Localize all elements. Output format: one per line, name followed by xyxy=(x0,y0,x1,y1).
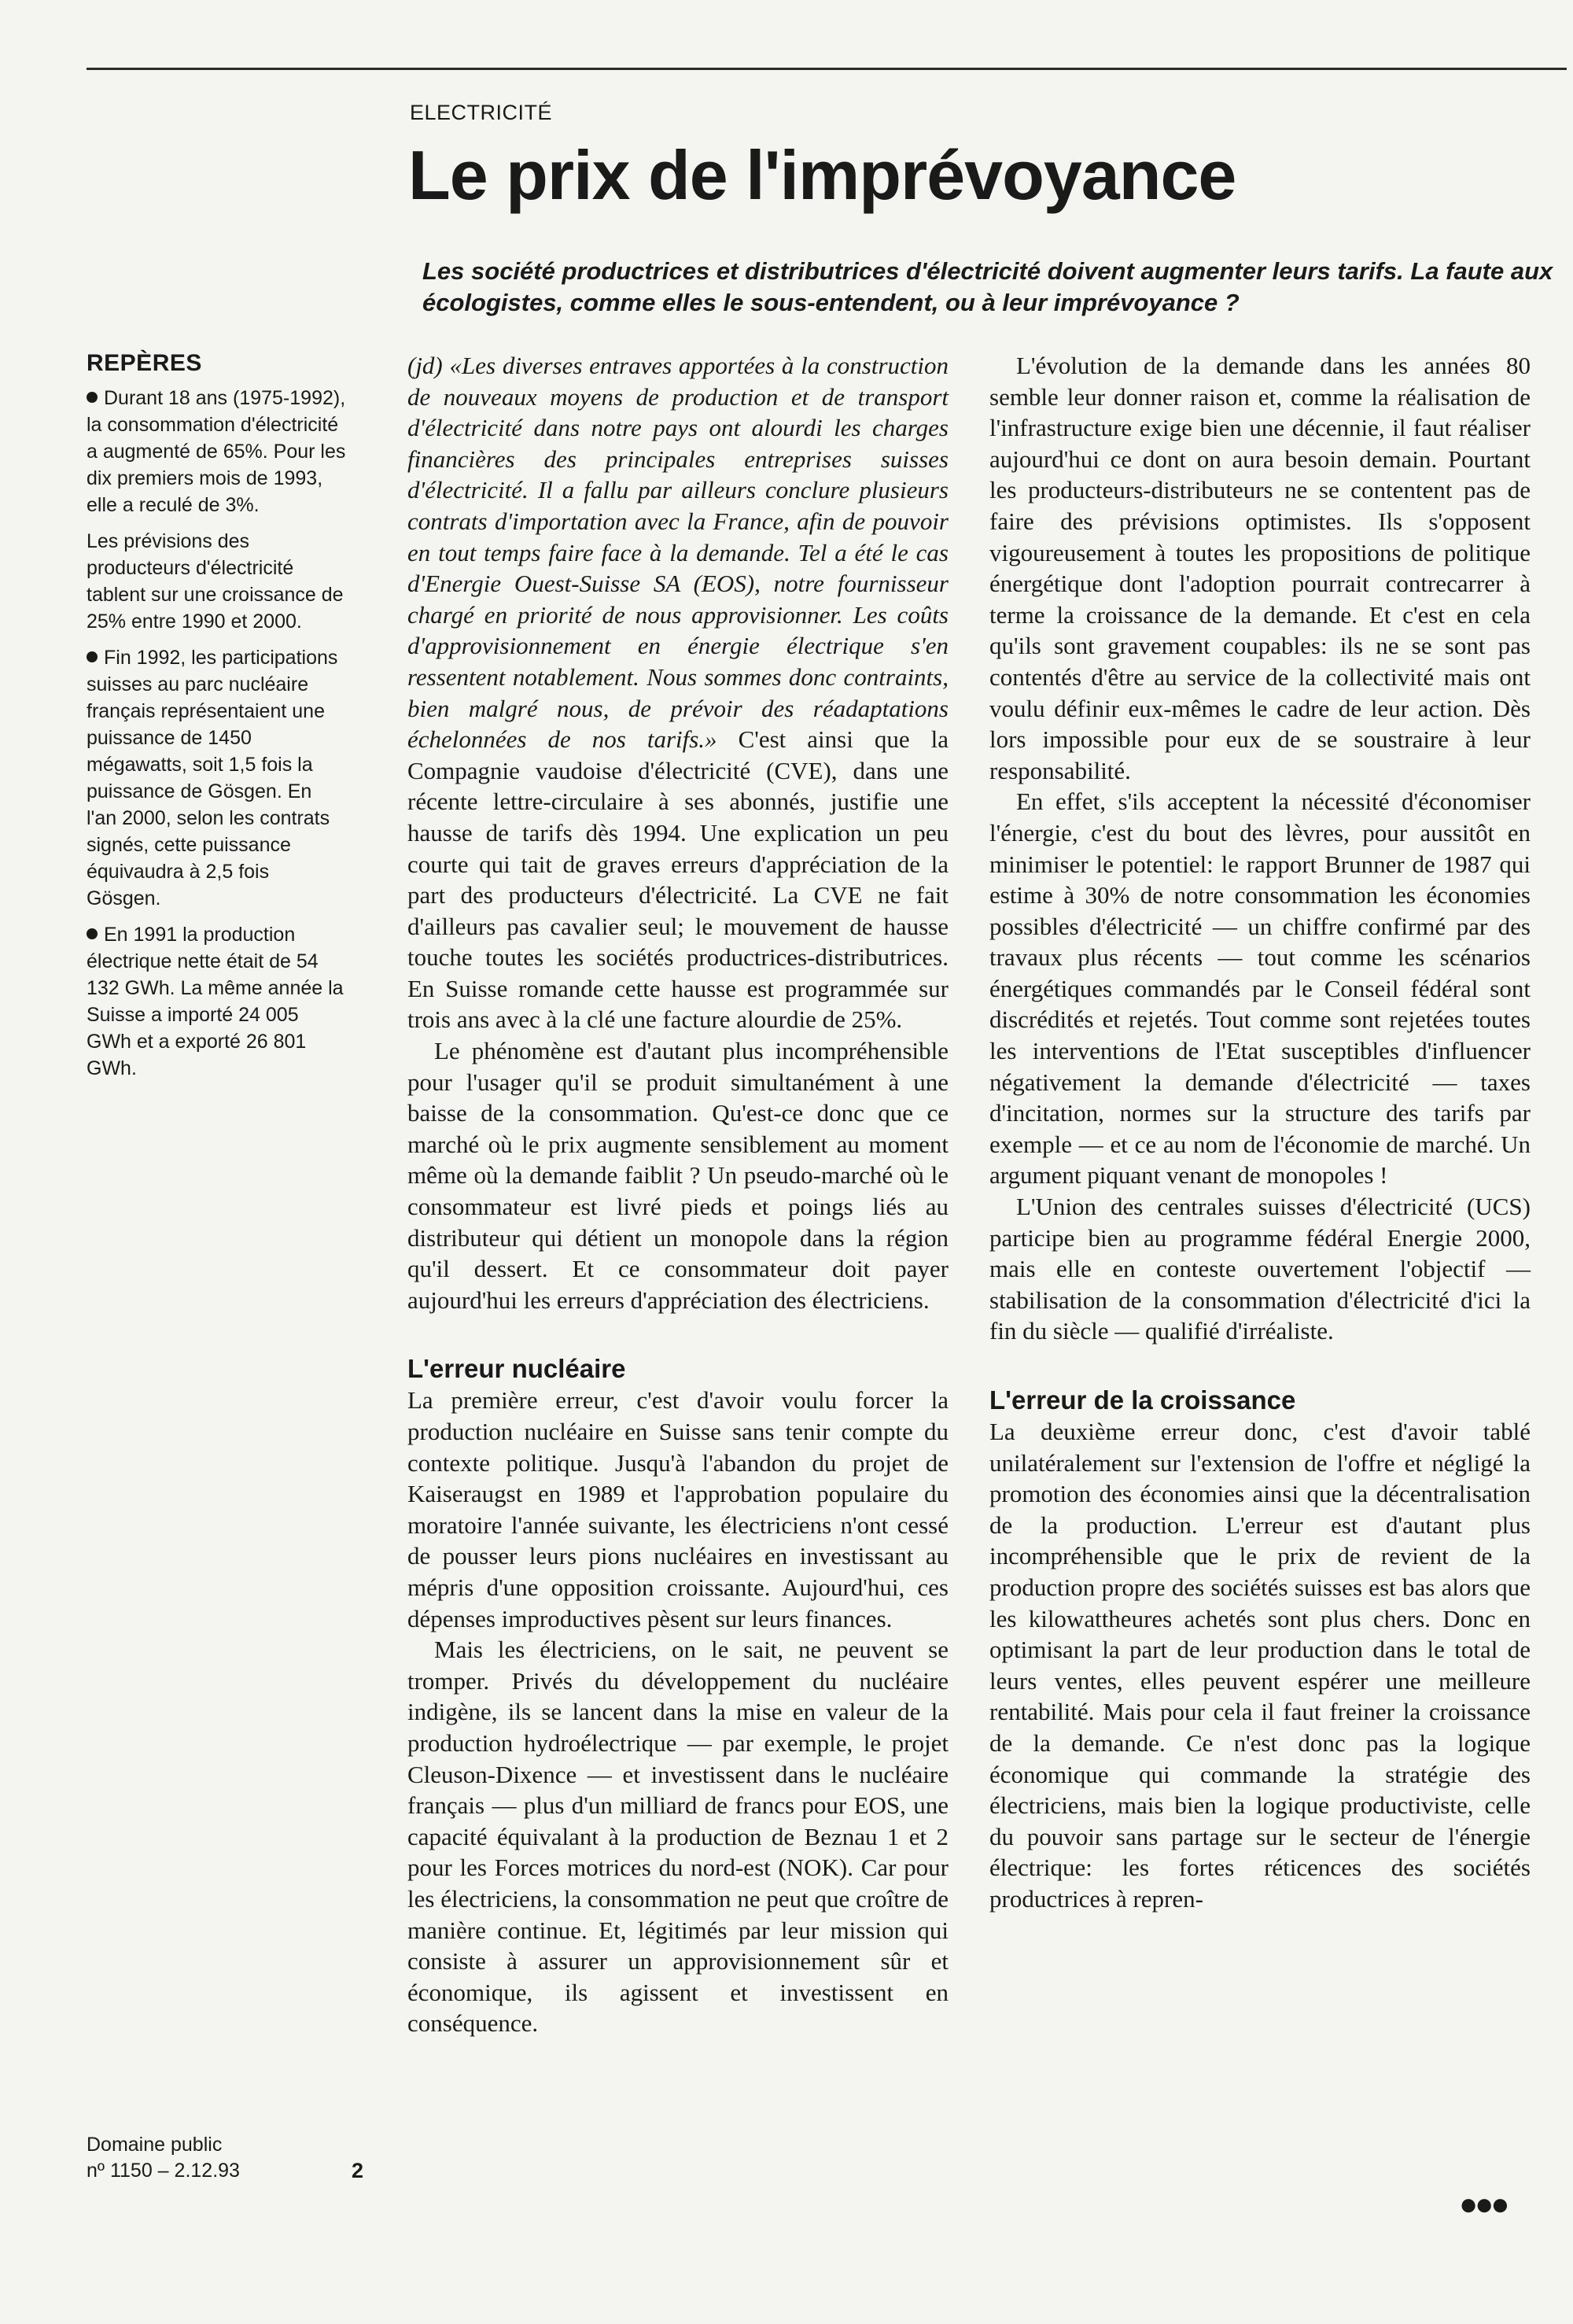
sidebar-item: Fin 1992, les participations suisses au parc nucléaire français représentaient une puissance de 1450 mégawatts, soit 1,5 fois la puissance de Gösgen. En l'an 2000, selon les contrats signés, cette puissance équivaudra à 2,5 fois Gösgen. xyxy=(87,647,338,909)
article-lead: Les société productrices et distributrices d'électricité doivent augmenter leurs tarifs. La faute aux écologistes, comme elles le sous-entendent, ou à leur imprévoyance ? xyxy=(422,257,1553,316)
paragraph: Le phénomène est d'autant plus incompréhensible pour l'usager qu'il se produit simultanément à une baisse de la consommation. Qu'est-ce donc que ce marché où le prix augmente sensiblement au moment même où la demande faiblit ? Un pseudo-marché où le consommateur est livré pieds et poings liés au distributeur qui détient un monopole dans la région qu'il dessert. Et ce consommateur doit payer aujourd'hui les erreurs d'appréciation des électriciens. xyxy=(407,1037,949,1314)
subheading: L'erreur de la croissance xyxy=(989,1385,1296,1415)
sidebar-item: En 1991 la production électrique nette était de 54 132 GWh. La même année la Suisse a importé 24 005 GWh et a exporté 26 801 GWh. xyxy=(87,924,344,1079)
reperes-sidebar xyxy=(87,350,346,1091)
article-column-2 xyxy=(989,350,1531,1915)
bullet-icon xyxy=(87,392,98,403)
article-column-1 xyxy=(407,350,949,2039)
paragraph: La première erreur, c'est d'avoir voulu forcer la production nucléaire en Suisse sans tenir compte du contexte politique. Jusqu'à l'abandon du projet de Kaiseraugst en 1989 et l'approbation populaire du moratoire l'année suivante, les électriciens n'ont cessé de pousser leurs pions nucléaires en investissant au mépris d'une opposition croissante. Aujourd'hui, ces dépenses improductives pèsent sur leurs finances. xyxy=(407,1386,949,1632)
bullet-icon xyxy=(87,651,98,662)
paragraph: L'Union des centrales suisses d'électricité (UCS) participe bien au programme fédéral Energie 2000, mais elle en conteste ouvertement l'objectif — stabilisation de la consommation d'électricité d'ici la fin du siècle — qualifié d'irréaliste. xyxy=(989,1193,1531,1345)
paragraph: L'évolution de la demande dans les années 80 semble leur donner raison et, comme la réalisation de l'infrastructure exige bien une décennie, il faut réaliser aujourd'hui ce dont on aura besoin demain. Pourtant les producteurs-distributeurs ne se contentent pas de faire des prévisions optimistes. Ils s'opposent vigoureusement à toutes les propositions de politique énergétique dont l'adoption pourrait contrecarrer à terme la croissance de la demande. Et c'est en cela qu'ils sont gravement coupables: ils ne se sont pas contentés d'être au service de la collectivité mais ont voulu définir eux-mêmes le cadre de leur action. Dès lors impossible pour eux de se soustraire à leur responsabilité. xyxy=(989,352,1531,784)
article-title: Le prix de l'imprévoyance xyxy=(408,136,1236,214)
issue-number: nº 1150 – 2.12.93 xyxy=(87,2160,240,2182)
top-rule xyxy=(87,68,1567,70)
page-number: 2 xyxy=(352,2159,364,2182)
continued-marker: ●●● xyxy=(1459,2187,1507,2222)
section-kicker: ELECTRICITÉ xyxy=(410,101,553,124)
sidebar-title: REPÈRES xyxy=(87,350,202,376)
paragraph: En effet, s'ils acceptent la nécessité d'économiser l'énergie, c'est du bout des lèvres, pour aussitôt en minimiser le potentiel: le rapport Brunner de 1987 qui estime à 30% de notre consommation les économies possibles d'électricité — un chiffre confirmé par des travaux plus récents — tout comme les scénarios énergétiques commandés par le Conseil fédéral sont discrédités et rejetés. Tout comme sont rejetées toutes les interventions de l'Etat susceptibles d'influencer négativement la demande d'électricité — taxes d'incitation, normes sur la structure des tarifs par exemple — et ce au nom de l'économie de marché. Un argument piquant venant de monopoles ! xyxy=(989,788,1531,1190)
paragraph: Mais les électriciens, on le sait, ne peuvent se tromper. Privés du développement du nucléaire indigène, ils se lancent dans la mise en valeur de la production hydroélectrique — par exemple, le projet Cleuson-Dixence — et investissent dans le nucléaire français — plus d'un milliard de francs pour EOS, une capacité équivalant à la production de Beznau 1 et 2 pour les Forces motrices du nord-est (NOK). Car pour les électriciens, la consommation ne peut que croître de manière continue. Et, légitimés par leur mission qui consiste à assurer un approvisionnement sûr et économique, ils agissent et investissent en conséquence. xyxy=(407,1636,949,2038)
page-footer xyxy=(87,2132,370,2184)
publication-name: Domaine public xyxy=(87,2134,223,2156)
sidebar-item: Les prévisions des producteurs d'électricité tablent sur une croissance de 25% entre 1990 et 2000. xyxy=(87,530,344,633)
sidebar-item: Durant 18 ans (1975-1992), la consommation d'électricité a augmenté de 65%. Pour les dix premiers mois de 1993, elle a reculé de 3%. xyxy=(87,387,346,516)
subheading: L'erreur nucléaire xyxy=(407,1354,626,1384)
paragraph: (jd) «Les diverses entraves apportées à la construction de nouveaux moyens de production et de transport d'électricité dans notre pays ont alourdi les charges financières des principales entreprises suisses d'électricité. Il a fallu par ailleurs conclure plusieurs contrats d'importation avec la France, afin de pouvoir en tout temps faire face à la demande. Tel a été le cas d'Energie Ouest-Suisse SA (EOS), notre fournisseur chargé en priorité de nous approvisionner. Les coûts d'approvisionnement en énergie électrique s'en ressentent notablement. Nous sommes donc contraints, bien malgré nous, de prévoir des réadaptations échelonnées de nos tarifs.» C'est ainsi que la Compagnie vaudoise d'électricité (CVE), dans une récente lettre-circulaire à ses abonnés, justifie une hausse de tarifs dès 1994. Une explication un peu courte qui tait de graves erreurs d'appréciation de la part des producteurs d'électricité. La CVE ne fait d'ailleurs pas cavalier seul; le mouvement de hausse touche toutes les sociétés productrices-distributrices. En Suisse romande cette hausse est programmée sur trois ans avec à la clé une facture alourdie de 25%. xyxy=(407,352,949,1034)
paragraph: La deuxième erreur donc, c'est d'avoir tablé unilatéralement sur l'extension de l'offre et négligé la promotion des économies ainsi que la décentralisation de la production. L'erreur est d'autant plus incompréhensible que le prix de revient de la production propre des sociétés suisses est bas alors que les kilowattheures achetés sont plus chers. Donc en optimisant la part de leur production dans le total de leurs ventes, elles peuvent espérer une meilleure rentabilité. Mais pour cela il faut freiner la croissance de la demande. Ce n'est donc pas la logique économique qui commande la stratégie des électriciens, mais bien la logique productiviste, celle du pouvoir sans partage sur le secteur de l'énergie électrique: les fortes réticences des sociétés productrices à repren- xyxy=(989,1418,1531,1913)
bullet-icon xyxy=(87,928,98,939)
